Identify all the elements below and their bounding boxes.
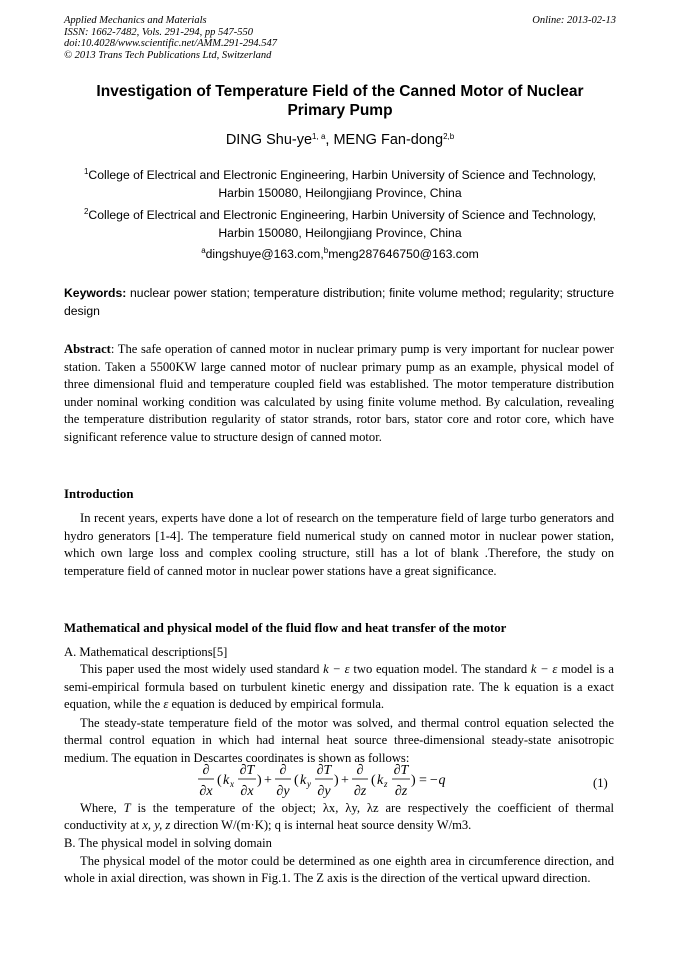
affiliation-1-marker: 1: [83, 167, 89, 176]
eq-dx: ∂x: [199, 784, 213, 799]
eq-plus: +: [341, 773, 349, 788]
email-b[interactable]: meng287646750@163.com: [328, 247, 479, 261]
eq-sub-y: y: [307, 779, 311, 789]
eq-sub-z: z: [384, 779, 388, 789]
email-b-marker: b: [323, 246, 329, 255]
eq-sub-x: x: [230, 779, 234, 789]
title-line-1: Investigation of Temperature Field of the Canned Motor of Nuclear: [96, 83, 584, 100]
eq-paren: (: [217, 773, 222, 788]
equation-number: (1): [593, 776, 608, 790]
author-list: [64, 131, 616, 149]
eq-partial: ∂: [279, 763, 287, 778]
k-epsilon-symbol: k − ε: [323, 662, 350, 677]
affiliation-1: [64, 166, 616, 202]
eq-dT: ∂T: [239, 763, 255, 778]
affiliation-2-marker: 2: [83, 207, 89, 216]
keywords-text: nuclear power station; temperature distribution; finite volume method; regularity; structure design: [64, 286, 614, 318]
eq-paren: (: [294, 773, 299, 788]
eq-dy: ∂y: [317, 784, 331, 799]
text-run: direction W/(m·K); q is internal heat source density W/m3.: [170, 818, 472, 833]
affiliation-1-line-1: College of Electrical and Electronic Engineering, Harbin University of Science and Technology,: [88, 168, 597, 182]
affiliation-2: [64, 206, 616, 242]
eq-partial: ∂: [202, 763, 210, 778]
eq-k: k: [223, 773, 230, 788]
eq-k: k: [300, 773, 307, 788]
keywords-label: Keywords:: [64, 286, 127, 300]
introduction-paragraph: In recent years, experts have done a lot of research on the temperature field of large turbo generators and hydro generators [1-4]. The temperature field numerical study on canned motor in nuclear power station, which own large loss and complex cooling structure, still has a lot of blank .Therefore, the study on temperature field of canned motor in nuclear power stations have a great significance.: [64, 511, 614, 578]
symbol-T: T: [123, 801, 131, 815]
symbols-xyz: x, y, z: [142, 818, 171, 833]
text-run: equation is deduced by empirical formula.: [168, 697, 385, 712]
abstract-label: Abstract: [64, 342, 111, 356]
email-line: [64, 245, 616, 263]
eq-dT: ∂T: [316, 763, 332, 778]
text-run: two equation model. The standard: [349, 662, 531, 677]
text-run: model is a semi-empirical formula based on turbulent kinetic energy and dissipation rate. The k equation is a exact equation, while the: [64, 662, 614, 712]
subsection-a: [64, 644, 614, 714]
email-a-marker: a: [201, 246, 206, 255]
keywords: [64, 285, 614, 320]
title-line-2: Primary Pump: [287, 102, 393, 119]
eq-paren: ): [411, 773, 416, 788]
author-2-affil: 2,b: [443, 132, 455, 141]
eq-dT: ∂T: [393, 763, 409, 778]
text-run: Where,: [80, 801, 124, 815]
author-1-affil: 1, a: [312, 132, 326, 141]
abstract: [64, 341, 614, 447]
affiliation-2-line-2: Harbin 150080, Heilongjiang Province, China: [218, 226, 462, 240]
author-2-name: MENG Fan-dong: [333, 132, 444, 148]
heat-equation: [160, 760, 616, 802]
text-run: This paper used the most widely used standard: [80, 662, 324, 677]
paper-title: [64, 82, 616, 120]
eq-paren: (: [371, 773, 376, 788]
subsection-a-heading: A. Mathematical descriptions[5]: [64, 645, 228, 659]
subsection-b-heading: B. The physical model in solving domain: [64, 836, 272, 850]
journal-name: Applied Mechanics and Materials: [64, 15, 207, 26]
doi-line: doi:10.4028/www.scientific.net/AMM.291-294.547: [64, 38, 277, 49]
abstract-text: : The safe operation of canned motor in nuclear primary pump is very important for nuclear power station. Taken a 5500KW large canned motor of nuclear primary pump as an example, physical model of three dimensional fluid and temperature coupled field was established. The motor temperature distribution under nominal working condition was calculated by using finite volume method. By calculation, revealing the temperature distribution regularity of stator strands, rotor bars, stator core and rotor core, which have significant reference value to structure design of canned motor.: [64, 342, 614, 444]
epsilon-symbol: ε: [163, 697, 169, 712]
issn-line: ISSN: 1662-7482, Vols. 291-294, pp 547-550: [64, 26, 253, 38]
eq-dz: ∂z: [394, 784, 408, 799]
affiliation-2-line-1: College of Electrical and Electronic Engineering, Harbin University of Science and Technology,: [88, 208, 597, 222]
eq-dz: ∂z: [353, 784, 367, 799]
section-heading-model: Mathematical and physical model of the fluid flow and heat transfer of the motor: [64, 621, 507, 635]
affiliation-1-line-2: Harbin 150080, Heilongjiang Province, China: [218, 186, 462, 200]
eq-paren: ): [257, 773, 262, 788]
text-run: is the temperature of the object; λx, λy, λz are respectively the coefficient of thermal conductivity at: [64, 801, 615, 833]
introduction-heading: Introduction: [64, 487, 134, 501]
paragraph-thermal-control: The steady-state temperature field of the motor was solved, and thermal control equation selected the thermal control equation in which had internal heat source three-dimensional steady-state anisotropic medium. The equation in Descartes coordinates is shown as follows:: [64, 716, 614, 765]
eq-rhs: −q: [429, 773, 446, 788]
paragraph-where: [64, 800, 614, 835]
email-a[interactable]: dingshuye@163.com,: [205, 247, 324, 261]
paragraph-ke-model: [64, 661, 614, 713]
online-date: Online: 2013-02-13: [532, 15, 616, 26]
author-1-name: DING Shu-ye: [225, 132, 313, 148]
eq-k: k: [377, 773, 384, 788]
eq-paren: ): [334, 773, 339, 788]
eq-partial: ∂: [356, 763, 364, 778]
k-epsilon-symbol: k − ε: [530, 662, 558, 677]
author-separator: ,: [325, 132, 334, 148]
eq-plus: +: [264, 773, 272, 788]
paragraph-physical-model: The physical model of the motor could be determined as one eighth area in circumference direction, and whole in axial direction, was shown in Fig.1. The Z axis is the direction of the vertical upward direction.: [64, 854, 614, 886]
eq-equals: =: [419, 773, 427, 788]
eq-dx: ∂x: [240, 784, 254, 799]
copyright-line: © 2013 Trans Tech Publications Ltd, Switzerland: [64, 49, 272, 61]
journal-header: [64, 15, 616, 61]
eq-dy: ∂y: [276, 784, 290, 799]
